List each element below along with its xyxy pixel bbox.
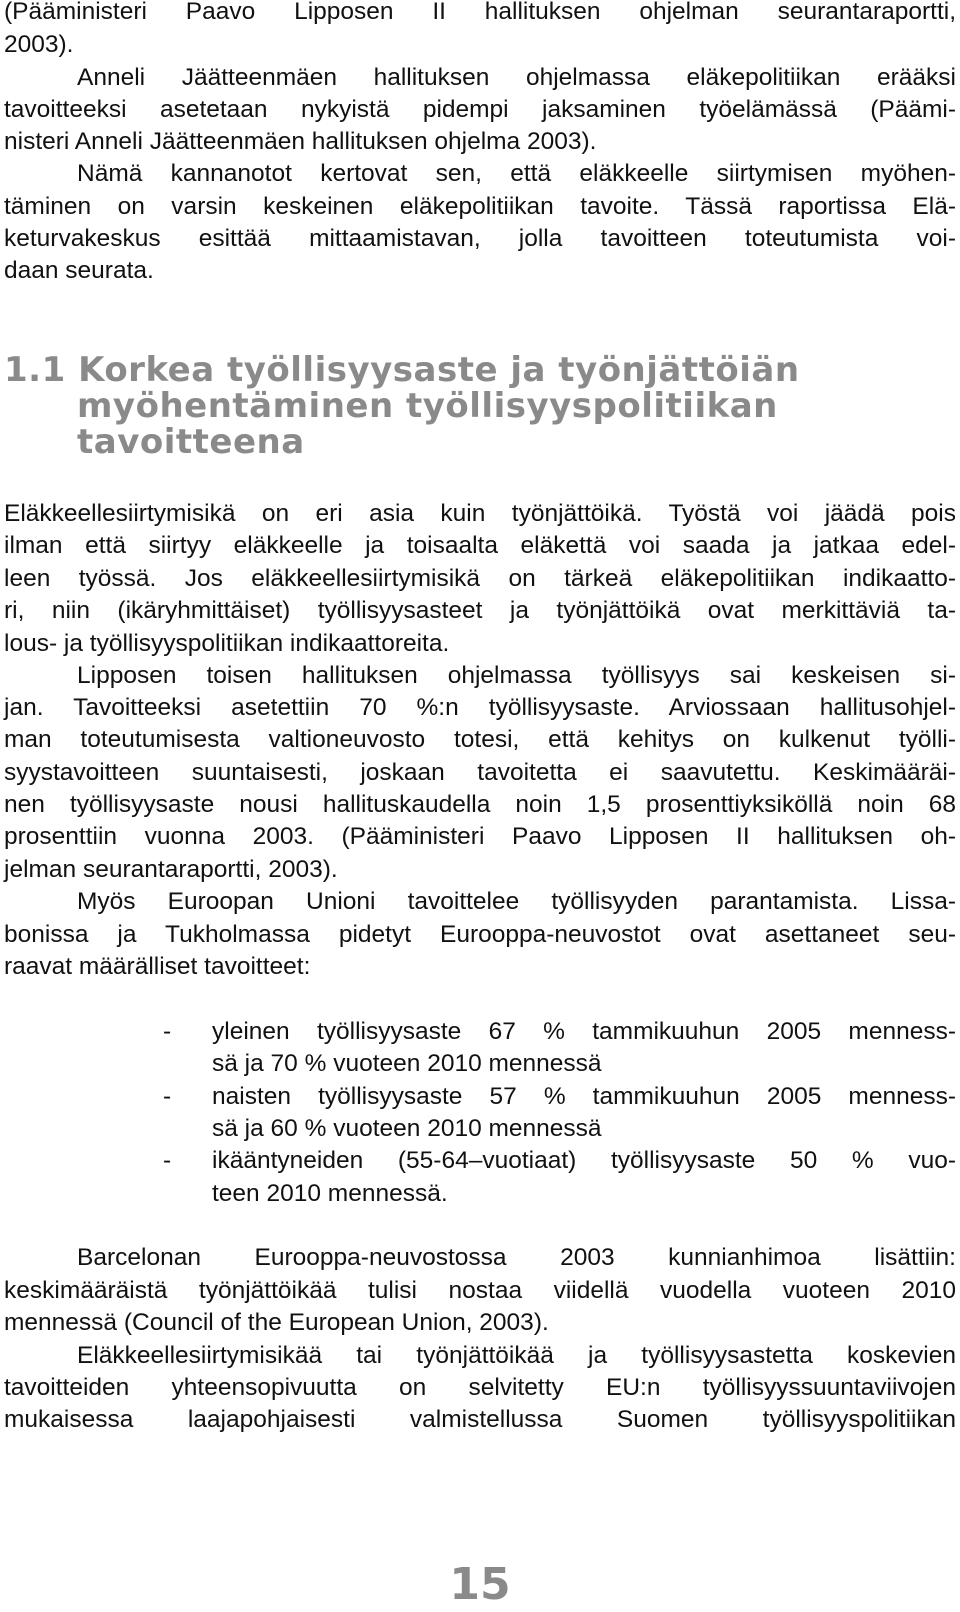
list-item: yleinen työllisyysaste 67 % tammikuuhun 2005 menness- bbox=[212, 1018, 956, 1045]
text-line: (Pääministeri Paavo Lipposen II hallituksen ohjelman seurantaraportti, bbox=[4, 0, 956, 25]
text-line: syystavoitteen suuntaisesti, joskaan tavoitetta ei saavutettu. Keskimääräi- bbox=[4, 759, 956, 786]
text-line: Barcelonan Eurooppa-neuvostossa 2003 kunnianhimoa lisättiin: bbox=[77, 1244, 956, 1271]
text-line: prosenttiin vuonna 2003. (Pääministeri Paavo Lipposen II hallituksen oh- bbox=[4, 823, 956, 850]
text-line: Eläkkeellesiirtymisikä on eri asia kuin työnjättöikä. Työstä voi jäädä pois bbox=[4, 500, 956, 527]
list-item: sä ja 60 % vuoteen 2010 mennessä bbox=[212, 1115, 602, 1142]
text-line: täminen on varsin keskeinen eläkepolitiikan tavoite. Tässä raportissa Elä- bbox=[4, 193, 956, 220]
text-line: Myös Euroopan Unioni tavoittelee työllisyyden parantamista. Lissa- bbox=[77, 888, 956, 915]
text-line: Nämä kannanotot kertovat sen, että eläkkeelle siirtymisen myöhen- bbox=[77, 160, 956, 187]
section-heading: myöhentäminen työllisyyspolitiikan bbox=[77, 386, 778, 426]
text-line: bonissa ja Tukholmassa pidetyt Eurooppa-neuvostot ovat asettaneet seu- bbox=[4, 921, 956, 948]
text-line: ilman että siirtyy eläkkeelle ja toisaalta eläkettä voi saada ja jatkaa edel- bbox=[4, 532, 956, 559]
text-line: keskimääräistä työnjättöikää tulisi nostaa viidellä vuodella vuoteen 2010 bbox=[4, 1277, 956, 1304]
list-item: naisten työllisyysaste 57 % tammikuuhun 2005 menness- bbox=[212, 1083, 956, 1110]
text-line: tavoitteiden yhteensopivuutta on selvitetty EU:n työllisyyssuuntaviivojen bbox=[4, 1374, 956, 1401]
text-line: daan seurata. bbox=[4, 257, 154, 284]
text-line: nen työllisyysaste nousi hallituskaudella noin 1,5 prosenttiyksiköllä noin 68 bbox=[4, 791, 956, 818]
section-heading: tavoitteena bbox=[77, 422, 305, 462]
list-item: ikääntyneiden (55-64–vuotiaat) työllisyysaste 50 % vuo- bbox=[212, 1147, 956, 1174]
text-line: leen työssä. Jos eläkkeellesiirtymisikä on tärkeä eläkepolitiikan indikaatto- bbox=[4, 565, 956, 592]
text-line: tavoitteeksi asetetaan nykyistä pidempi jaksaminen työelämässä (Päämi- bbox=[4, 96, 956, 123]
text-line: 2003). bbox=[4, 31, 74, 58]
bullet-dash: - bbox=[163, 1083, 172, 1110]
bullet-dash: - bbox=[163, 1018, 172, 1045]
text-line: raavat määrälliset tavoitteet: bbox=[4, 953, 311, 980]
text-line: keturvakeskus esittää mittaamistavan, jolla tavoitteen toteutumista voi- bbox=[4, 225, 956, 252]
text-line: man toteutumisesta valtioneuvosto totesi, että kehitys on kulkenut työlli- bbox=[4, 726, 956, 753]
text-line: jan. Tavoitteeksi asetettiin 70 %:n työllisyysaste. Arviossaan hallitusohjel- bbox=[4, 694, 956, 721]
list-item: sä ja 70 % vuoteen 2010 mennessä bbox=[212, 1050, 602, 1077]
text-line: nisteri Anneli Jäätteenmäen hallituksen ohjelma 2003). bbox=[4, 128, 597, 155]
text-line: Anneli Jäätteenmäen hallituksen ohjelmassa eläkepolitiikan erääksi bbox=[77, 64, 956, 91]
text-line: ri, niin (ikäryhmittäiset) työllisyysasteet ja työnjättöikä ovat merkittäviä ta- bbox=[4, 597, 956, 624]
text-line: lous- ja työllisyyspolitiikan indikaattoreita. bbox=[4, 630, 450, 657]
bullet-dash: - bbox=[163, 1147, 172, 1174]
text-line: Lipposen toisen hallituksen ohjelmassa työllisyys sai keskeisen si- bbox=[77, 662, 956, 689]
text-line: Eläkkeellesiirtymisikää tai työnjättöikää ja työllisyysastetta koskevien bbox=[77, 1342, 956, 1369]
text-line: mukaisessa laajapohjaisesti valmistellussa Suomen työllisyyspolitiikan bbox=[4, 1406, 956, 1433]
text-line: mennessä (Council of the European Union, 2003). bbox=[4, 1309, 549, 1336]
text-line: jelman seurantaraportti, 2003). bbox=[4, 856, 338, 883]
list-item: teen 2010 mennessä. bbox=[212, 1180, 448, 1207]
page-number: 15 bbox=[449, 1559, 511, 1610]
section-heading: 1.1 Korkea työllisyysaste ja työnjättöiän bbox=[4, 350, 800, 390]
